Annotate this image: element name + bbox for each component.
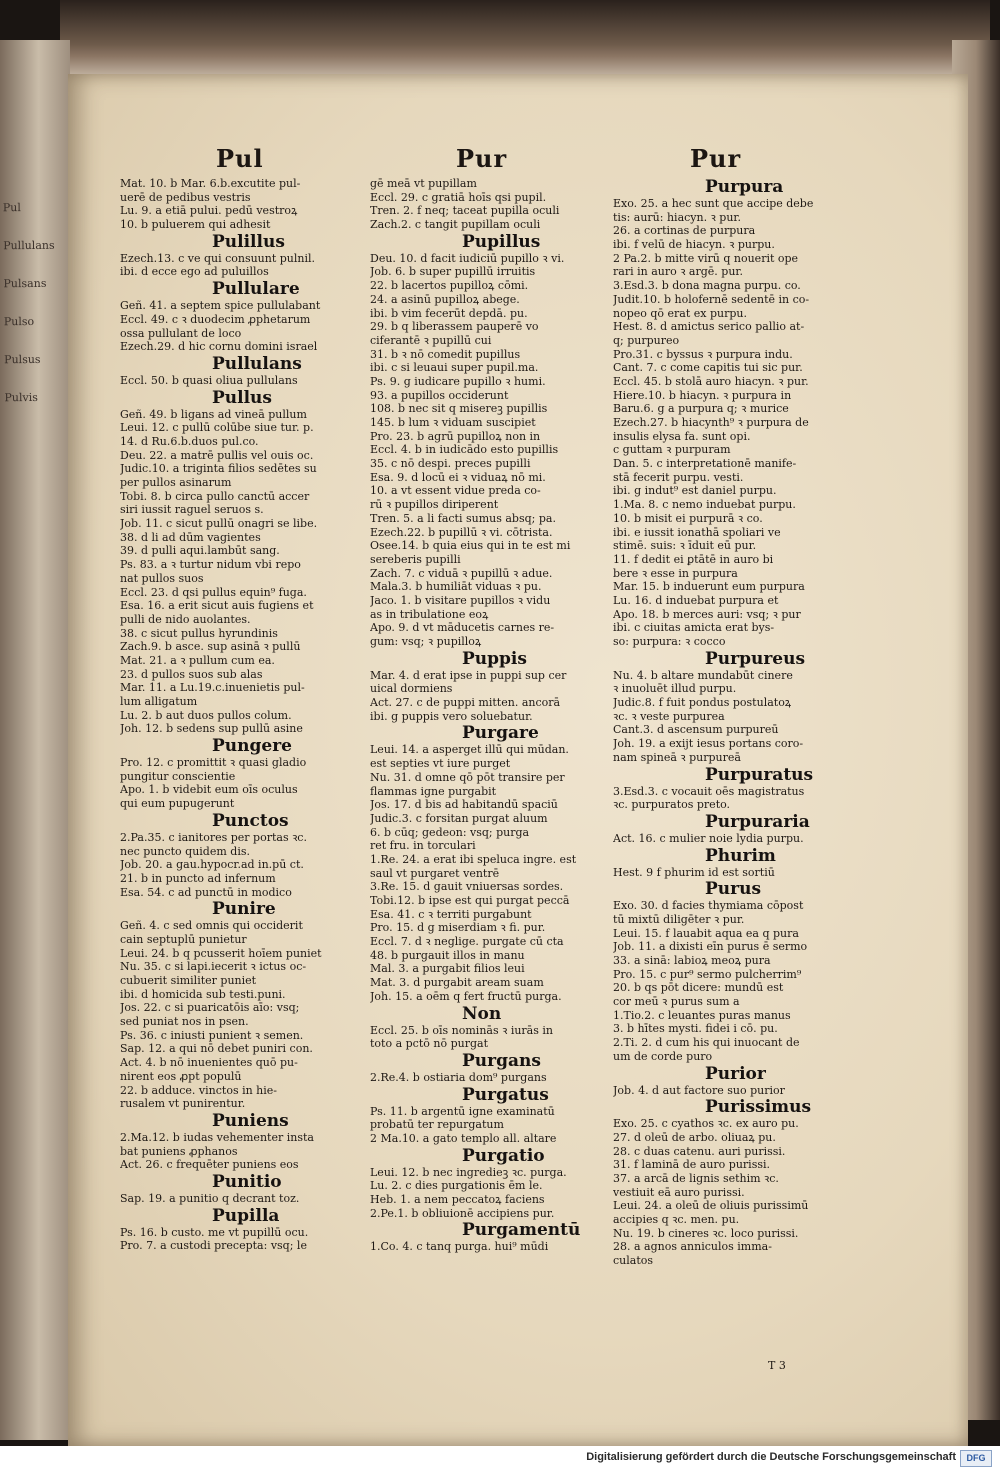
index-line: siri iussit raguel seruos s. — [120, 503, 264, 517]
index-line: Apo. 9. d vt māducetis carnes re- — [370, 621, 555, 635]
index-line: Nu. 31. d omne qō pōt transire per — [370, 770, 565, 784]
index-line: Deu. 22. a matrē pullis vel ouis oc. — [120, 448, 314, 462]
index-line: Pro. 15. d g miserdiam ꝛ fi. pur. — [370, 921, 546, 935]
running-head-left: Pul — [216, 144, 264, 173]
index-line: Lu. 2. c dies purgationis ēm le. — [370, 1179, 543, 1193]
index-line: Hiere.10. b hiacyn. ꝛ purpura in — [613, 388, 792, 402]
index-line: 10. b puluerem qui adhesit — [120, 218, 271, 232]
index-line: Joh. 12. b sedens sup pullū asine — [120, 722, 303, 736]
index-line: Dan. 5. c interpretationē manife- — [613, 457, 797, 471]
index-line: Exo. 25. c cyathos ꝛc. ex auro pu. — [613, 1117, 799, 1131]
index-line: 26. a cortinas de purpura — [613, 224, 756, 238]
entry-headword: Pullulare — [212, 279, 300, 300]
index-line: c guttam ꝛ purpuram — [613, 443, 731, 457]
index-line: Mat. 3. d purgabit aream suam — [370, 976, 544, 990]
index-line: Exo. 30. d facies thymiama cōpost — [613, 899, 804, 913]
facing-page-word: Pulsans — [3, 276, 47, 291]
index-line: Ezech.22. b pupillū ꝛ vi. cōtrista. — [370, 525, 553, 539]
index-line: uical dormiens — [370, 682, 453, 696]
index-line: Leui. 14. a asperget illū qui mūdan. — [370, 743, 569, 757]
index-line: 2.Ti. 2. d cum his qui inuocant de — [613, 1036, 800, 1050]
index-line: Ps. 9. g iudicare pupillo ꝛ humi. — [370, 374, 546, 388]
index-line: Baru.6. g a purpura q; ꝛ murice — [613, 402, 789, 416]
index-line: stimē. suis: ꝛ īduit eū pur. — [613, 539, 757, 553]
index-line: Tobi. 8. b circa pullo canctū accer — [120, 489, 310, 503]
index-line: Mar. 4. d erat ipse in puppi sup cer — [370, 668, 567, 682]
index-line: Act. 4. b nō inuenientes quō pu- — [120, 1056, 298, 1070]
entry-headword: Punire — [212, 899, 276, 920]
entry-headword: Purgans — [462, 1050, 541, 1071]
index-line: 29. b q liberassem pauperē vo — [370, 320, 539, 334]
index-line: Lu. 16. d induebat purpura et — [613, 593, 779, 607]
entry-headword: Purpuraria — [705, 811, 810, 832]
index-line: Eccl. 4. b in iudicādo esto pupillis — [370, 443, 559, 457]
index-line: flammas igne purgabit — [370, 784, 497, 798]
index-line: Leui. 15. f lauabit aqua ea q pura — [613, 926, 799, 940]
index-line: Eccl. 25. b oīs nominās ꝛ iurās in — [370, 1023, 553, 1037]
index-line: 21. b in puncto ad infernum — [120, 871, 276, 885]
index-line: so: purpura: ꝛ cocco — [613, 635, 726, 648]
index-line: Joh. 15. a oēm q fert fructū purga. — [370, 989, 562, 1003]
index-line: Cant.3. d ascensum purpureū — [613, 723, 779, 737]
entry-headword: Purgamentū — [462, 1220, 581, 1241]
index-line: insulis elysa fa. sunt opi. — [613, 429, 751, 443]
index-line: 93. a pupillos occiderunt — [370, 388, 509, 402]
index-line: ret fru. in torculari — [370, 839, 476, 853]
index-line: Apo. 1. b videbit eum oīs oculus — [120, 783, 298, 797]
index-line: ibi. b vim fecerūt depdā. pu. — [370, 306, 528, 320]
index-line: cor meū ꝛ purus sum a — [613, 995, 740, 1009]
index-line: 22. b lacertos pupilloꝝ cōmi. — [370, 279, 529, 293]
index-line: ibi. e iussit ionathā spoliari ve — [613, 525, 781, 539]
running-head-center: Pur — [456, 144, 508, 173]
index-line: 3. b hītes mysti. fidei i cō. pu. — [613, 1022, 778, 1036]
index-line: Esa. 16. a erit sicut auis fugiens et — [120, 599, 314, 613]
index-line: 27. d oleū de arbo. oliuaꝝ pu. — [613, 1130, 776, 1144]
index-line: Leui. 12. b nec ingredieꝫ ꝛc. purga. — [370, 1165, 567, 1179]
index-line: 2.Ma.12. b iudas vehementer insta — [120, 1130, 314, 1144]
index-line: Nu. 4. b altare mundabūt cinere — [613, 668, 793, 682]
index-line: lum alligatum — [120, 695, 198, 708]
index-line: sereberis pupilli — [370, 552, 461, 566]
index-line: Zach. 7. c viduā ꝛ pupillū ꝛ adue. — [370, 566, 553, 580]
index-line: Leui. 12. c pullū colūbe siue tur. p. — [120, 421, 314, 435]
index-line: saul vt purgaret ventrē — [370, 866, 500, 880]
index-line: Leui. 24. a oleū de oliuis purissimū — [613, 1199, 809, 1213]
index-line: bere ꝛ esse in purpura — [613, 566, 738, 580]
index-line: Cant. 7. c come capitis tui sic pur. — [613, 361, 803, 375]
index-line: Mala.3. b humiliāt viduas ꝛ pu. — [370, 580, 542, 594]
index-line: accipies q ꝛc. men. pu. — [613, 1213, 740, 1226]
index-line: Tren. 5. a li facti sumus absq; pa. — [370, 511, 556, 525]
index-line: 33. a sinā: labioꝝ meoꝝ pura — [613, 954, 771, 967]
index-line: 23. d pullos suos sub alas — [120, 667, 263, 681]
entry-headword: Purgatus — [462, 1084, 549, 1105]
entry-headword: Purus — [705, 879, 762, 900]
digitization-credit: Digitalisierung gefördert durch die Deutsche Forschungsgemeinschaft — [586, 1451, 956, 1463]
index-line: toto a pctō nō purgat — [370, 1037, 488, 1051]
index-line: nam spineā ꝛ purpureā — [613, 750, 741, 764]
index-line: Hest. 8. d amictus serico pallio at- — [613, 320, 805, 334]
index-line: Osee.14. b quia eius qui in te est mi — [370, 539, 571, 553]
index-line: Pro. 12. c promittit ꝛ quasi gladio — [120, 756, 307, 770]
index-line: Eccl. 49. c ꝛ duodecim ꝓphetarum — [120, 312, 311, 326]
running-head-right: Pur — [690, 144, 742, 173]
index-line: Esa. 54. c ad punctū in modico — [120, 885, 292, 899]
index-line: Deu. 10. d facit iudiciū pupillo ꝛ vi. — [370, 251, 565, 265]
index-line: rū ꝛ pupillos diriperent — [370, 498, 499, 512]
index-line: 1.Ma. 8. c nemo induebat purpu. — [613, 498, 796, 512]
sheet-signature: T 3 — [768, 1359, 786, 1372]
index-line: nirent eos ꝓpt populū — [120, 1069, 242, 1083]
index-line: um de corde puro — [613, 1049, 713, 1063]
index-line: Esa. 9. d locū ei ꝛ viduaꝝ nō mi. — [370, 470, 546, 484]
entry-headword: Purpureus — [705, 648, 806, 669]
facing-page-text — [3, 200, 65, 1400]
index-line: Eccl. 23. d qsi pullus equin⁹ fuga. — [120, 585, 307, 599]
index-line: ꝛc. purpuratos preto. — [613, 798, 731, 812]
index-line: 38. c sicut pullus hyrundinis — [120, 626, 278, 640]
index-line: 145. b lum ꝛ viduam suscipiet — [370, 416, 536, 429]
index-line: 1.Re. 24. a erat ibi speluca ingre. est — [370, 852, 577, 866]
facing-page-word: Pul — [2, 201, 21, 215]
index-line: ibi. f velū de hiacyn. ꝛ purpu. — [613, 238, 775, 252]
index-line: cain septuplū punietur — [120, 932, 247, 946]
index-line: Nu. 35. c si lapi.iecerit ꝛ ictus oc- — [120, 960, 307, 974]
index-line: 2 Pa.2. b mitte virū q nouerit ope — [613, 251, 799, 265]
entry-headword: Pupillus — [462, 231, 541, 252]
index-line: 14. d Ru.6.b.duos pul.co. — [120, 434, 259, 448]
dfg-logo: DFG — [960, 1450, 992, 1467]
index-line: Geñ. 49. b ligans ad vineā pullum — [120, 407, 307, 421]
index-line: ꝛc. ꝛ veste purpurea — [613, 709, 725, 723]
index-line: Geñ. 4. c sed omnis qui occiderit — [120, 919, 303, 933]
index-line: 10. a vt essent vidue preda co- — [370, 484, 541, 498]
index-line: rusalem vt punirentur. — [120, 1097, 246, 1111]
index-line: Job. 11. a dixisti eīn purus ē sermo — [613, 940, 808, 954]
entry-headword: Puppis — [462, 648, 527, 669]
index-line: Hest. 9 f phurim id est sortiū — [613, 865, 775, 879]
index-line: Eccl. 45. b stolā auro hiacyn. ꝛ pur. — [613, 374, 809, 388]
index-line: Job. 11. c sicut pullū onagri se libe. — [120, 517, 318, 531]
index-line: est septies vt iure purget — [370, 757, 511, 771]
index-line: 31. f laminā de auro purissi. — [613, 1158, 770, 1172]
index-line: Tren. 2. f neq; taceat pupilla oculi — [370, 204, 560, 218]
entry-headword: Pungere — [212, 736, 292, 757]
index-line: Ezech.29. d hic cornu domini israel — [120, 340, 318, 354]
entry-headword: Puniens — [212, 1110, 289, 1131]
index-line: Zach.9. b asce. sup asinā ꝛ pullū — [120, 640, 301, 654]
index-line: Pro. 7. a custodi precepta: vsq; le — [120, 1239, 307, 1253]
index-line: ibi. c ciuitas amicta erat bys- — [613, 621, 775, 635]
index-line: 24. a asinū pupilloꝝ abege. — [370, 292, 520, 306]
index-line: nopeo qō erat ex purpu. — [613, 306, 747, 320]
index-line: gē meā vt pupillam — [370, 177, 477, 190]
index-line: pulli de nido auolantes. — [120, 612, 251, 626]
entry-headword: Pupilla — [212, 1205, 280, 1226]
index-line: ibi. d ecce ego ad puluillos — [120, 265, 269, 279]
index-line: sed puniat nos in psen. — [120, 1015, 249, 1029]
index-line: qui eum pupugerunt — [120, 797, 235, 811]
index-line: Jaco. 1. b visitare pupillos ꝛ vidu — [370, 593, 551, 607]
index-line: 3.Esd.3. c vocauit oēs magistratus — [613, 784, 805, 798]
facing-page-edge — [0, 40, 70, 1440]
index-line: cubuerit similiter puniet — [120, 974, 257, 987]
index-line: 48. b purgauit illos in manu — [370, 948, 525, 962]
index-line: Pro.31. c byssus ꝛ purpura indu. — [613, 347, 793, 361]
entry-headword: Purpura — [705, 177, 784, 197]
book-top-edge — [60, 0, 990, 80]
text-column-3 — [613, 177, 863, 1268]
facing-page-word: Pulsus — [4, 352, 41, 367]
index-line: Heb. 1. a nem peccatoꝝ faciens — [370, 1193, 545, 1206]
index-line: Eccl. 7. d ꝛ neglige. purgate cū cta — [370, 935, 564, 949]
index-line: 2 Ma.10. a gato templo all. altare — [370, 1131, 557, 1145]
entry-headword: Pullulans — [212, 353, 302, 374]
index-line: 108. b nec sit q misereꝫ pupillis — [370, 402, 548, 416]
index-line: Geñ. 41. a septem spice pullulabant — [120, 299, 321, 313]
index-line: 28. a agnos anniculos imma- — [613, 1240, 772, 1254]
index-line: Eccl. 29. c gratiā hoīs qsi pupil. — [370, 190, 547, 204]
index-line: rari in auro ꝛ argē. pur. — [613, 265, 743, 279]
index-line: probatū ter repurgatum — [370, 1118, 504, 1132]
index-line: Act. 16. c mulier noie lydia purpu. — [613, 831, 804, 845]
index-line: nat pullos suos — [120, 571, 204, 585]
index-line: Leui. 24. b q pcusserit hoīem puniet — [120, 946, 322, 960]
index-line: 39. d pulli aqui.lambūt sang. — [120, 544, 280, 558]
index-line: Ps. 16. b custo. me vt pupillū ocu. — [120, 1225, 309, 1239]
facing-page-word: Pulso — [3, 314, 35, 329]
index-line: as in tribulatione eoꝝ — [370, 607, 489, 621]
index-line: 20. b qs pōt dicere: mundū est — [613, 981, 784, 995]
book-page — [68, 74, 968, 1446]
index-line: Job. 4. d aut factore suo purior — [613, 1083, 785, 1097]
index-line: Judic.3. c forsitan purgat aluum — [370, 811, 548, 825]
index-line: Mar. 11. a Lu.19.c.inuenietis pul- — [120, 681, 305, 695]
text-column-1 — [120, 177, 370, 1253]
index-line: Sap. 19. a punitio q decrant toz. — [120, 1191, 300, 1205]
facing-page-word: Pullulans — [3, 238, 55, 253]
index-line: 35. c nō despi. preces pupilli — [370, 457, 531, 471]
index-line: 11. f dedit ei ꝑtātē in auro bi — [613, 552, 774, 566]
index-line: ibi. d homicida sub testi.puni. — [120, 987, 286, 1001]
index-line: ossa pullulant de loco — [120, 326, 242, 340]
entry-headword: Pullus — [212, 387, 272, 408]
index-line: Esa. 41. c ꝛ territi purgabunt — [370, 907, 532, 921]
index-line: ibi. g indut⁹ est daniel purpu. — [613, 484, 777, 498]
entry-headword: Non — [462, 1003, 502, 1024]
entry-headword: Purissimus — [705, 1097, 812, 1118]
index-line: 3.Re. 15. d gauit vniuersas sordes. — [370, 880, 564, 894]
index-line: 31. b ꝛ nō comedit pupillus — [370, 347, 521, 361]
index-line: 1.Co. 4. c tanq purga. hui⁹ mūdi — [370, 1240, 549, 1254]
index-line: nec puncto quidem dis. — [120, 844, 250, 858]
index-line: bat puniens ꝓphanos — [120, 1144, 238, 1158]
index-line: Lu. 9. a etiā pului. pedū vestroꝝ — [120, 204, 298, 218]
index-line: 38. d li ad dūm vagientes — [120, 530, 261, 544]
index-line: Ps. 36. c iniusti punient ꝛ semen. — [120, 1028, 304, 1042]
index-line: culatos — [613, 1254, 654, 1268]
index-line: Nu. 19. b cineres ꝛc. loco purissi. — [613, 1226, 799, 1240]
facing-page-word: Pulvis — [4, 390, 38, 405]
index-line: Exo. 25. a hec sunt que accipe debe — [613, 197, 814, 210]
index-line: uerē de pedibus vestris — [120, 190, 251, 204]
index-line: Judit.10. b holofernē sedentē in co- — [613, 292, 810, 306]
index-line: 10. b misit ei purpurā ꝛ co. — [613, 511, 763, 525]
index-line: stā fecerit purpu. vesti. — [613, 470, 744, 484]
index-line: Sap. 12. a qui nō debet puniri con. — [120, 1042, 313, 1056]
entry-headword: Purgatio — [462, 1145, 545, 1166]
index-line: 2.Pe.1. b obliuionē accipiens pur. — [370, 1206, 555, 1220]
index-line: vestiuit eā auro purissi. — [613, 1185, 745, 1199]
index-line: gum: vsq; ꝛ pupilloꝝ — [370, 635, 482, 648]
index-line: pungitur conscientie — [120, 769, 236, 783]
index-line: Act. 27. c de puppi mitten. ancorā — [370, 696, 561, 710]
index-line: 2.Pa.35. c ianitores per portas ꝛc. — [120, 830, 307, 844]
index-line: Mat. 21. a ꝛ pullum cum ea. — [120, 653, 275, 667]
index-line: q; purpureo — [613, 333, 680, 347]
index-line: ciferantē ꝛ pupillū cui — [370, 333, 492, 347]
index-line: Ezech.27. b hiacynth⁹ ꝛ purpura de — [613, 416, 809, 429]
index-line: 3.Esd.3. b dona magna purpu. co. — [613, 279, 801, 293]
index-line: Judic.8. f fuit pondus postulatoꝝ — [613, 696, 792, 710]
index-line: tū mixtū diligēter ꝛ pur. — [613, 912, 745, 926]
index-line: Ezech.13. c ve qui consuunt pulnil. — [120, 251, 316, 265]
index-line: 37. a arcā de lignis sethim ꝛc. — [613, 1171, 779, 1185]
entry-headword: Punctos — [212, 810, 289, 831]
entry-headword: Punitio — [212, 1171, 282, 1192]
index-line: 22. b adduce. vinctos in hie- — [120, 1083, 278, 1097]
index-line: per pullos asinarum — [120, 476, 232, 489]
index-line: Apo. 18. b merces auri: vsq; ꝛ pur — [613, 607, 801, 621]
index-line: 6. b cūq; gedeon: vsq; purga — [370, 825, 530, 839]
index-line: Zach.2. c tangit pupillam oculi — [370, 218, 541, 232]
index-line: 1.Tio.2. c leuantes puras manus — [613, 1008, 791, 1022]
index-line: Joh. 19. a exijt iesus portans coro- — [613, 737, 804, 751]
entry-headword: Purior — [705, 1063, 766, 1084]
index-line: Ps. 11. b argentū igne examinatū — [370, 1104, 555, 1118]
entry-headword: Purgare — [462, 723, 539, 744]
entry-headword: Phurim — [705, 845, 776, 866]
entry-headword: Pulillus — [212, 231, 285, 252]
digitization-credit-bar — [0, 1446, 1000, 1471]
index-line: Mat. 10. b Mar. 6.b.excutite pul- — [120, 177, 301, 190]
text-column-2 — [370, 177, 620, 1254]
index-line: Tobi.12. b ipse est qui purgat peccā — [370, 894, 570, 907]
index-line: Mal. 3. a purgabit filios leui — [370, 962, 525, 976]
index-line: Job. 20. a gau.hypocr.ad in.pū ct. — [120, 858, 304, 872]
index-line: 28. c duas catenu. auri purissi. — [613, 1144, 786, 1158]
index-line: Eccl. 50. b quasi oliua pullulans — [120, 373, 298, 387]
index-line: Pro. 23. b agrū pupilloꝝ non in — [370, 429, 541, 443]
index-line: ibi. c si leuaui super pupil.ma. — [370, 361, 539, 375]
index-line: Jos. 17. d bis ad habitandū spaciū — [370, 798, 558, 812]
index-line: ꝛ inuoluēt illud purpu. — [613, 682, 737, 696]
index-line: Judic.10. a triginta filios sedētes su — [120, 462, 317, 476]
index-line: Act. 26. c frequēter puniens eos — [120, 1158, 299, 1172]
index-line: Lu. 2. b aut duos pullos colum. — [120, 708, 292, 722]
entry-headword: Purpuratus — [705, 764, 814, 785]
index-line: Ps. 83. a ꝛ turtur nidum vbi repo — [120, 558, 301, 572]
index-line: Jos. 22. c si puaricatōis aīo: vsq; — [120, 1001, 300, 1015]
index-line: ibi. g puppis vero soluebatur. — [370, 709, 533, 723]
index-line: Mar. 15. b induerunt eum purpura — [613, 580, 805, 594]
index-line: tis: aurū: hiacyn. ꝛ pur. — [613, 210, 741, 224]
index-line: Job. 6. b super pupillū irruitis — [370, 265, 536, 279]
index-line: Pro. 15. c pur⁹ sermo pulcherrim⁹ — [613, 967, 802, 981]
index-line: 2.Re.4. b ostiaria dom⁹ purgans — [370, 1070, 547, 1084]
